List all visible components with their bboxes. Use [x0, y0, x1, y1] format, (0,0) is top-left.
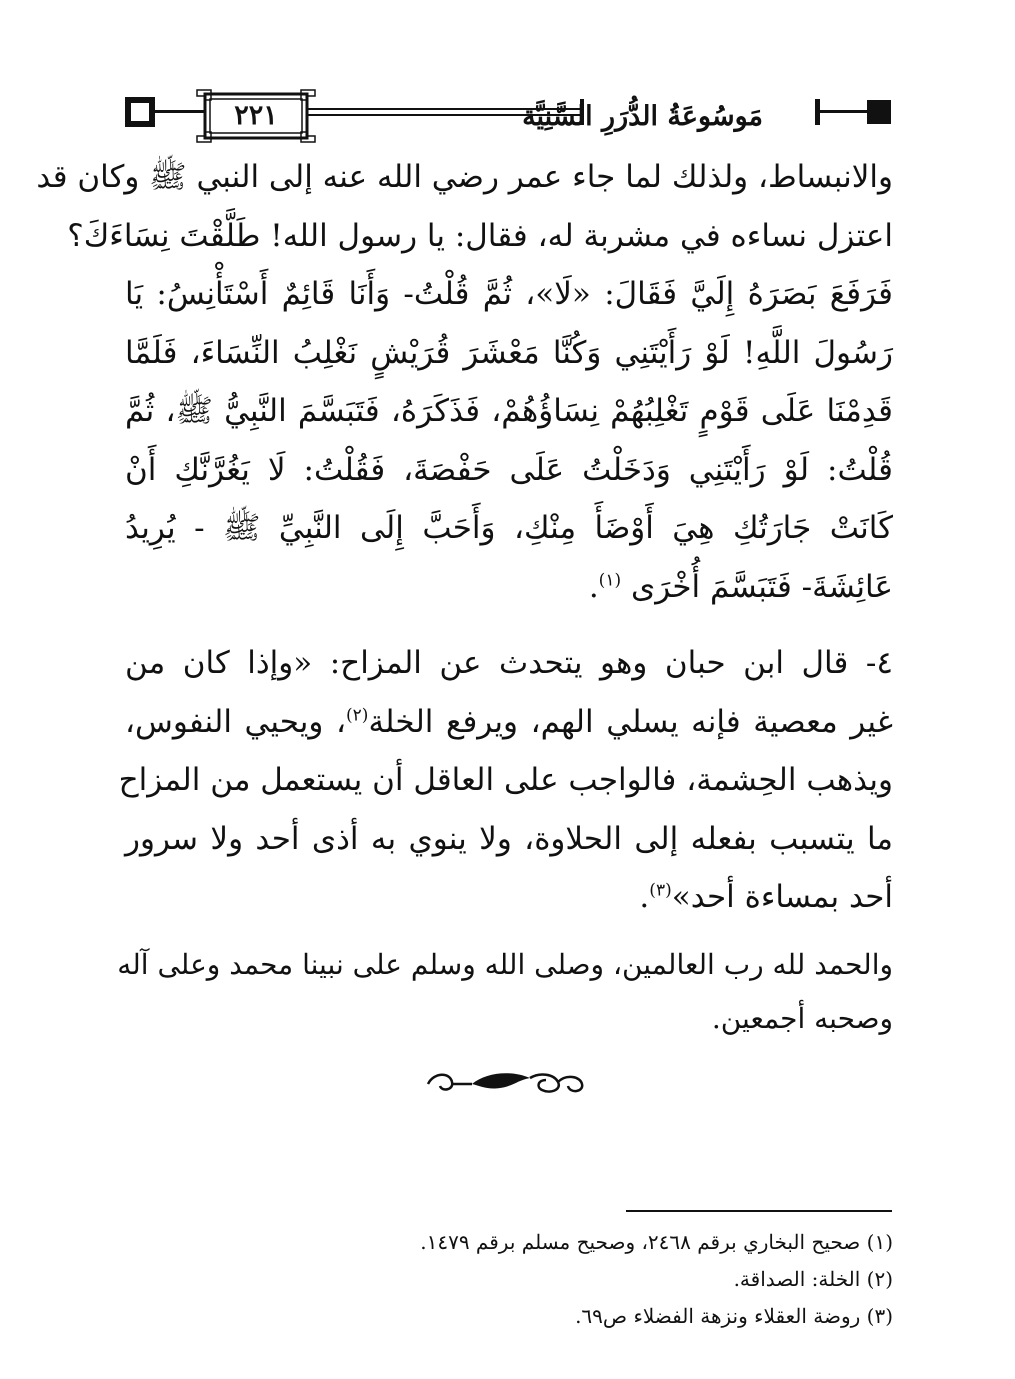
footnote-separator [626, 1210, 892, 1212]
text-line: ويذهب الحِشمة، فالواجب على العاقل أن يستعمل من المزاح [118, 762, 893, 798]
text-line: أحد بمساءة أحد»$^{(٣)}$. [639, 879, 893, 915]
footnote-ref-1[interactable]: (١) [598, 570, 622, 591]
footnotes [125, 1224, 893, 1335]
page-header [125, 78, 893, 156]
section-ornament-icon [418, 1062, 598, 1102]
text-line: كَانَتْ جَارَتُكِ هِيَ أَوْضَأَ مِنْكِ، وَأَحَبَّ إِلَى النَّبِيِّ ﷺ - يُرِيدُ [125, 510, 893, 546]
footnote-2: (٢) الخلة: الصداقة. [733, 1267, 893, 1291]
text-line: قُلْتُ: لَوْ رَأَيْتَنِي وَدَخَلْتُ عَلَى حَفْصَةَ، فَقُلْتُ: لَا يَغُرَّنَّكِ أَنْ [125, 451, 893, 488]
text-line: غير معصية فإنه يسلي الهم، ويرفع الخلة$^{(٢)}$، ويحيي النفوس، [125, 703, 893, 740]
text-line: فَرَفَعَ بَصَرَهُ إِلَيَّ فَقَالَ: «لَا»، ثُمَّ قُلْتُ- وَأَنَا قَائِمٌ أَسْتَأْنِسُ: يَا [125, 276, 893, 312]
text-line: عَائِشَةَ- فَتَبَسَّمَ أُخْرَى $^{(١)}$. [588, 568, 893, 605]
text-line: وصحبه أجمعين. [711, 1002, 893, 1035]
footnote-ref-3[interactable]: (٣) [649, 880, 672, 901]
footnote-1: (١) صحيح البخاري برقم ٢٤٦٨، وصحيح مسلم برقم ١٤٧٩. [420, 1230, 893, 1254]
footnote-3: (٣) روضة العقلاء ونزهة الفضلاء ص٦٩. [575, 1304, 893, 1328]
text-line: رَسُولَ اللَّهِ! لَوْ رَأَيْتَنِي وَكُنَّا مَعْشَرَ قُرَيْشٍ نَغْلِبُ النِّسَاءَ، فَلَمَّا [125, 334, 893, 371]
text-line: ما يتسبب بفعله إلى الحلاوة، ولا ينوي به أذى أحد ولا سرور [125, 820, 893, 857]
paragraph-2 [118, 634, 893, 927]
text-line: قَدِمْنَا عَلَى قَوْمٍ تَغْلِبُهُمْ نِسَاؤُهُمْ، فَذَكَرَهُ، فَتَبَسَّمَ النَّبِيُّ ﷺ، ثُمَّ [125, 393, 893, 429]
text-line: ٤- قال ابن حبان وهو يتحدث عن المزاح: «وإذا كان من [125, 645, 893, 681]
text-line: اعتزل نساءه في مشربة له، فقال: يا رسول الله! طَلَّقْتَ نِسَاءَكَ؟ [67, 217, 893, 254]
text-line: والانبساط، ولذلك لما جاء عمر رضي الله عنه إلى النبي ﷺ وكان قد [36, 159, 893, 195]
paragraph-1 [36, 148, 893, 616]
page-number: ٢٢١ [234, 100, 278, 131]
paragraph-3 [117, 938, 893, 1046]
book-title: مَوسُوعَةُ الدُّرَرِ السَّنِيَّة [522, 101, 763, 132]
footnote-ref-2[interactable]: (٢) [345, 705, 369, 726]
text-line: والحمد لله رب العالمين، وصلى الله وسلم على نبينا محمد وعلى آله [117, 948, 893, 981]
